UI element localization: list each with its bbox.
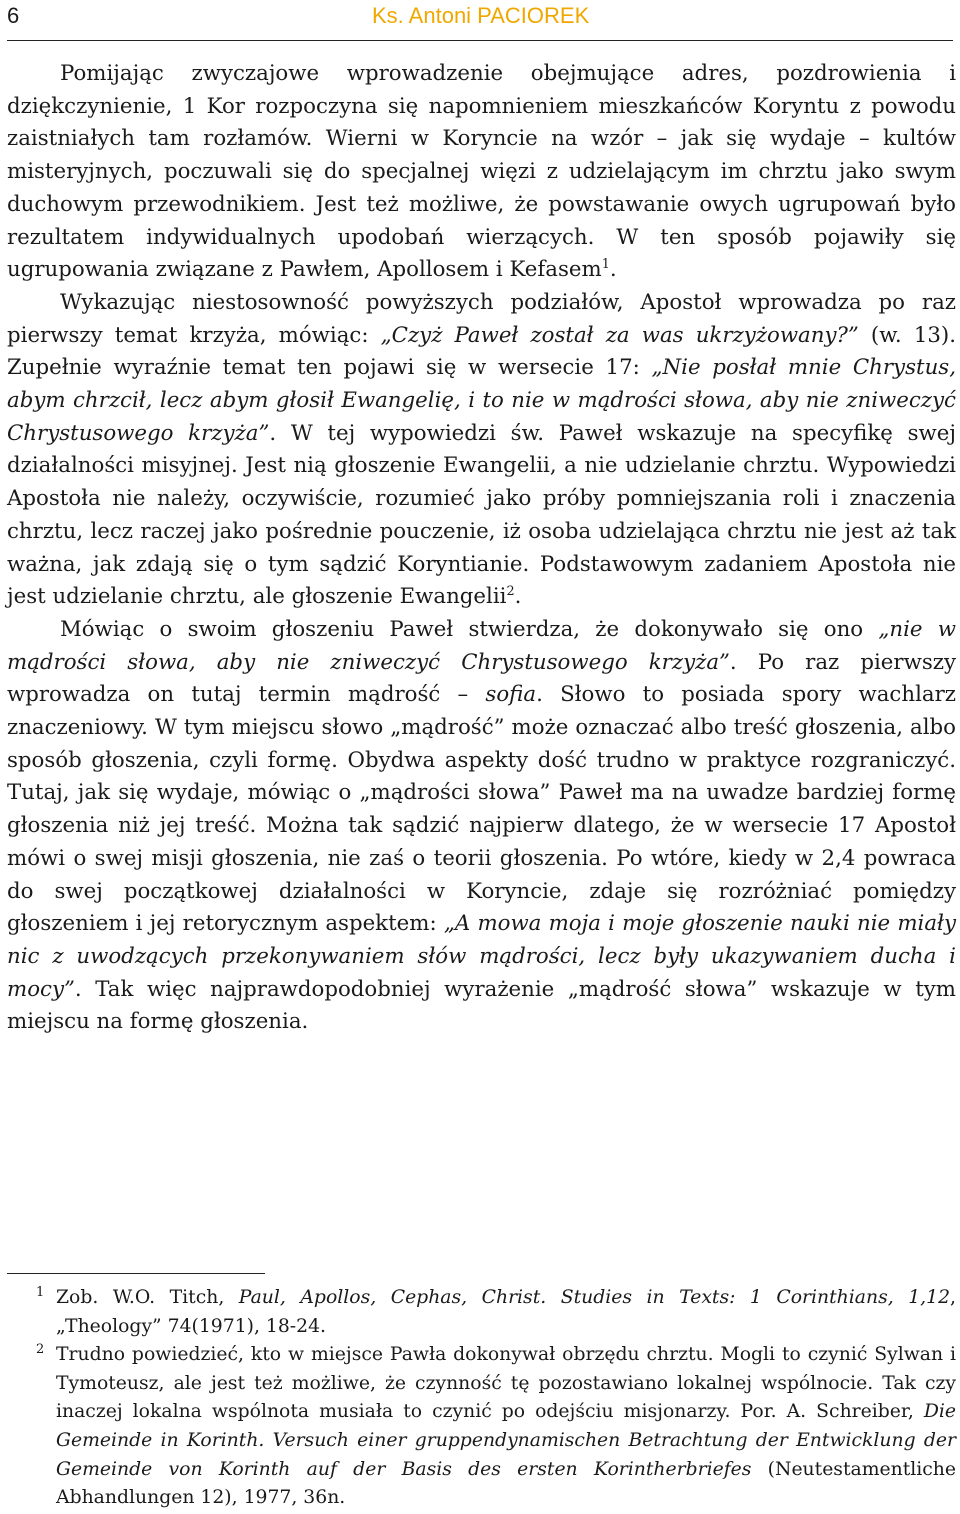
scripture-quote: „Nie posłał mnie Chrystus, abym chrzcił, lecz abym głosił Ewangelię, i to nie w mądrości słowa, aby nie zniweczyć Chrystusowego krzyża” [7,355,956,446]
page-header [7,0,953,41]
paragraph-text: . Słowo to posiada spory wachlarz znaczeniowy. W tym miejscu słowo „mądrość” może oznaczać albo treść głoszenia, albo sposób głoszenia, czyli formę. Obydwa aspekty dość trudno w praktyce rozgraniczyć. Tutaj, jak się wydaje, mówiąc o „mądrości słowa” Paweł ma na uwadze bardziej formę głoszenia niż jej treść. Można tak sądzić najpierw dlatego, że w wersecie 17 Apostoł mówi o swej misji głoszenia, nie zaś o teorii głoszenia. Po wtóre, kiedy w 2,4 powraca do swej początkowej działalności w Koryncie, zdaje się rozróżniać pomiędzy głoszeniem i jej retorycznym aspektem: [7,682,956,937]
paragraph-text: . Tak więc najprawdopodobniej wyrażenie „mądrość słowa” wskazuje w tym miejscu na formę głoszenia. [7,976,956,1035]
footnote-ref-2[interactable]: 2 [506,584,515,600]
footnote-divider [7,1273,265,1274]
footnote-text: , „Theology” 74(1971), 18-24. [56,1287,956,1337]
footnote-ref-1[interactable]: 1 [601,257,610,273]
paragraph-text: . [609,257,617,283]
footnote-number: 1 [36,1285,45,1300]
paragraph-text: Mówiąc o swoim głoszeniu Paweł stwierdza, że dokonywało się ono [60,616,879,642]
main-text [7,58,956,1039]
paragraph-text: Pomijając zwyczajowe wprowadzenie obejmujące adres, pozdrowienia i dziękczynienie, 1 Kor rozpoczyna się napomnieniem mieszkańców Koryntu z powodu zaistniałych tam rozłamów. Wierni w Koryncie na wzór – jak się wydaje – kultów misteryjnych, poczuwali się do specjalnej więzi z udzielającym im chrztu jako swym duchowym przewodnikiem. Jest też możliwe, że powstawanie owych ugrupowań było rezultatem indywidualnych upodobań wierzących. W ten sposób pojawiły się ugrupowania związane z Pawłem, Apollosem i Kefasem [7,61,956,283]
paragraph-text: (w. 13). Zupełnie wyraźnie temat ten pojawi się w wersecie 17: [7,322,956,381]
paragraph-text: . [514,584,522,610]
page-number: 6 [7,3,20,28]
footnote-number: 2 [36,1342,45,1358]
paragraph-1 [7,58,956,287]
scripture-quote: „nie w mądrości słowa, aby nie zniweczyć Chrystusowego krzyża” [7,616,957,675]
footnote-1 [7,1284,956,1341]
running-title: Ks. Antoni PACIOREK [372,3,590,28]
footnote-text: Zob. W.O. Titch, [56,1287,239,1308]
greek-term: sofia [485,682,537,708]
scripture-quote: „A mowa moja i moje głoszenie nauki nie miały nic z uwodzących przekonywaniem słów mądrości, lecz były ukazywaniem ducha i mocy” [7,911,956,1002]
cited-title: Die Gemeinde in Korinth. Versuch einer gruppendynamischen Betrachtung der Entwicklung der Gemeinde von Korinth auf der Basis des ersten Korintherbriefes [56,1401,956,1480]
footnote-2 [7,1341,956,1513]
paragraph-text: . W tej wypowiedzi św. Paweł wskazuje na specyfikę swej działalności misyjnej. Jest nią głoszenie Ewangelii, a nie udzielanie chrztu. Wypowiedzi Apostoła nie należy, oczywiście, rozumieć jako próby pomniejszania roli i znaczenia chrztu, lecz raczej jako pośrednie pouczenie, iż osoba udzielająca chrztu nie jest aż tak ważna, jak zdają się o tym sądzić Koryntianie. Podstawowym zadaniem Apostoła nie jest udzielanie chrztu, ale głoszenie Ewangelii [7,420,956,610]
scripture-quote: „Czyż Paweł został za was ukrzyżowany?” [380,322,859,348]
footnote-text: Trudno powiedzieć, kto w miejsce Pawła dokonywał obrzędu chrztu. Mogli to czynić Sylwan i Tymoteusz, ale jest też możliwe, że czynność tę pozostawiano lokalnej wspólnocie. Tak czy inaczej lokalna wspólnota musiała to czynić po odejściu misjonarzy. Por. A. Schreiber, [56,1344,956,1423]
cited-title: Paul, Apollos, Cephas, Christ. Studies in Texts: 1 Corinthians, 1,12 [238,1287,951,1308]
footnote-text: (Neutestamentliche Abhandlungen 12), 1977, 36n. [56,1458,957,1509]
paragraph-2 [7,287,956,614]
paragraph-text: Wykazując niestosowność powyższych podziałów, Apostoł wprowadza po raz pierwszy temat krzyża, mówiąc: [7,289,956,348]
paragraph-3 [7,614,956,1039]
footnotes [7,1284,956,1513]
paragraph-text: . Po raz pierwszy wprowadza on tutaj termin mądrość – [7,649,957,708]
